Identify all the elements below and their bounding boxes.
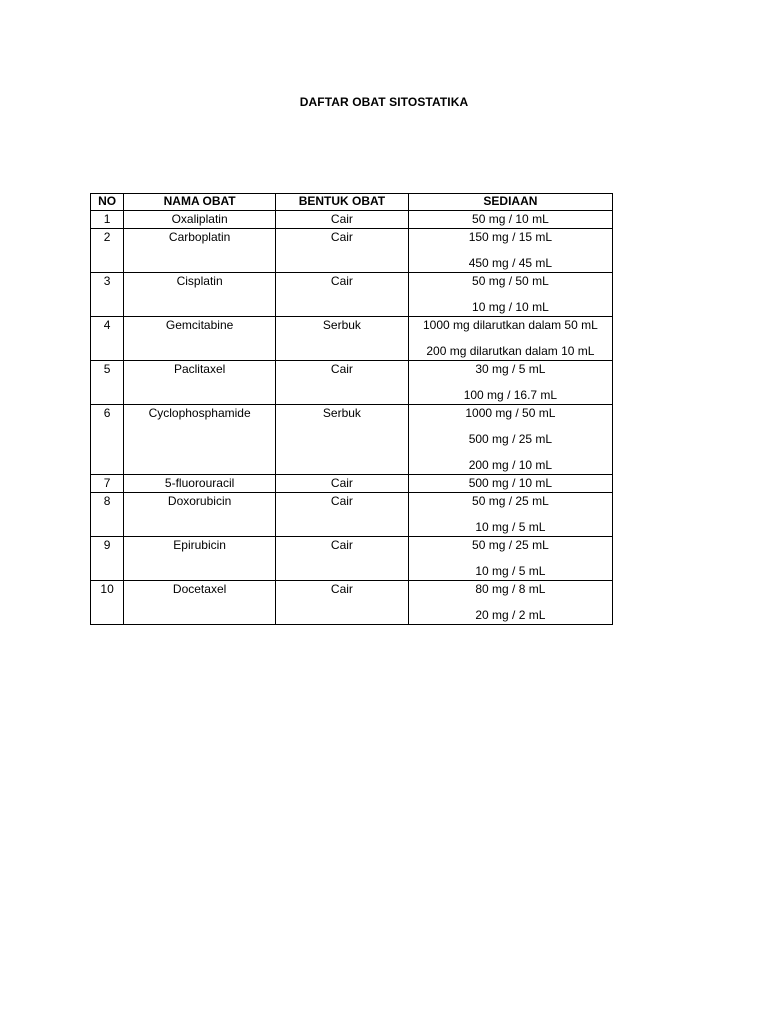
sediaan-line: 50 mg / 50 mL [472,274,549,288]
cell-sediaan [408,475,612,493]
table-row [91,475,613,493]
cell-bentuk-obat: Cair [276,229,409,273]
sediaan-line: 20 mg / 2 mL [475,608,546,622]
cell-nama-obat: Gemcitabine [124,317,276,361]
drug-table [90,193,613,625]
header-bentuk-obat: BENTUK OBAT [276,194,409,211]
cell-no: 10 [91,581,124,625]
cell-bentuk-obat: Cair [276,581,409,625]
cell-no: 3 [91,273,124,317]
table-row [91,493,613,537]
sediaan-line: 500 mg / 10 mL [468,476,553,490]
cell-no: 2 [91,229,124,273]
sediaan-line: 450 mg / 45 mL [468,256,553,270]
header-sediaan: SEDIAAN [408,194,612,211]
cell-bentuk-obat: Cair [276,537,409,581]
sediaan-line: 150 mg / 15 mL [468,230,553,244]
cell-no: 1 [91,211,124,229]
header-nama-obat: NAMA OBAT [124,194,276,211]
cell-sediaan [408,273,612,317]
cell-no: 8 [91,493,124,537]
cell-sediaan [408,211,612,229]
table-row [91,273,613,317]
cell-sediaan [408,405,612,475]
cell-sediaan [408,537,612,581]
cell-bentuk-obat: Serbuk [276,405,409,475]
sediaan-line: 10 mg / 5 mL [475,564,546,578]
cell-sediaan [408,581,612,625]
sediaan-line: 10 mg / 5 mL [475,520,546,534]
sediaan-line: 50 mg / 25 mL [472,494,549,508]
cell-no: 7 [91,475,124,493]
cell-bentuk-obat: Cair [276,273,409,317]
cell-no: 6 [91,405,124,475]
sediaan-line: 80 mg / 8 mL [475,582,546,596]
cell-sediaan [408,229,612,273]
sediaan-line: 500 mg / 25 mL [468,432,553,446]
table-row [91,537,613,581]
sediaan-line: 10 mg / 10 mL [472,300,549,314]
cell-sediaan [408,317,612,361]
page-title: DAFTAR OBAT SITOSTATIKA [299,95,469,109]
cell-bentuk-obat: Cair [276,211,409,229]
cell-nama-obat: Cisplatin [124,273,276,317]
cell-no: 5 [91,361,124,405]
cell-bentuk-obat: Cair [276,361,409,405]
cell-nama-obat: Epirubicin [124,537,276,581]
table-row [91,229,613,273]
cell-bentuk-obat: Serbuk [276,317,409,361]
sediaan-line: 100 mg / 16.7 mL [463,388,558,402]
sediaan-line: 50 mg / 25 mL [472,538,549,552]
table-row [91,581,613,625]
cell-sediaan [408,361,612,405]
cell-nama-obat: Oxaliplatin [124,211,276,229]
sediaan-line: 200 mg dilarutkan dalam 10 mL [426,344,595,358]
table-row [91,405,613,475]
cell-nama-obat: Docetaxel [124,581,276,625]
sediaan-line: 1000 mg dilarutkan dalam 50 mL [423,318,598,332]
table-row [91,211,613,229]
cell-nama-obat: Carboplatin [124,229,276,273]
cell-nama-obat: Cyclophosphamide [124,405,276,475]
cell-bentuk-obat: Cair [276,475,409,493]
table-row [91,317,613,361]
table-body [91,211,613,625]
table-header-row [91,194,613,211]
table-row [91,361,613,405]
cell-nama-obat: Doxorubicin [124,493,276,537]
header-no: NO [91,194,124,211]
cell-no: 4 [91,317,124,361]
cell-bentuk-obat: Cair [276,493,409,537]
cell-nama-obat: Paclitaxel [124,361,276,405]
sediaan-line: 1000 mg / 50 mL [465,406,556,420]
sediaan-line: 50 mg / 10 mL [472,212,549,226]
sediaan-line: 200 mg / 10 mL [468,458,553,472]
cell-no: 9 [91,537,124,581]
cell-sediaan [408,493,612,537]
cell-nama-obat: 5-fluorouracil [124,475,276,493]
sediaan-line: 30 mg / 5 mL [475,362,546,376]
